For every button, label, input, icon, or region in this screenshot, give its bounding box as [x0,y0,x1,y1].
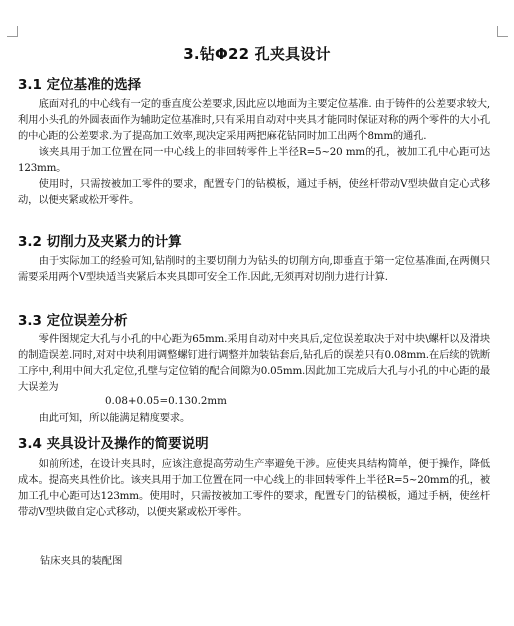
section-3-4-body [18,456,490,520]
section-heading-3-1: 3.1 定位基准的选择 [18,77,142,93]
document-title: 3.钻Φ22 孔夹具设计 [183,45,331,63]
paragraph: 使用时，只需按被加工零件的要求，配置专门的钻模板，通过手柄，使丝杆带动V型块做自定心式移动，以便夹紧或松开零件。 [18,178,490,206]
crop-mark-top-left [7,26,18,37]
paragraph: 底面对孔的中心线有一定的垂直度公差要求,因此应以地面为主要定位基准. 由于铸件的公差要求较大,利用小头孔的外圆表面作为辅助定位基准时,只有采用自动对中夹具才能同时保证对称的两个零件的大小孔的中心距的公差要求.为了提高加工效率,现决定采用两把麻花钻同时加工出两个8mm的通孔. [18,98,490,142]
section-3-3-body [18,331,490,395]
paragraph: 该夹具用于加工位置在同一中心线上的非回转零件上半径R=5~20 mm的孔，被加工孔中心距可达123mm。 [18,146,490,174]
section-heading-3-4: 3.4 夹具设计及操作的简要说明 [18,436,209,452]
paragraph: 由此可知，所以能满足精度要求。 [38,412,191,424]
section-heading-3-2: 3.2 切削力及夹紧力的计算 [18,234,182,250]
error-formula: 0.08+0.05=0.130.2mm [105,395,227,407]
section-3-1-body [18,96,490,208]
crop-mark-top-right [497,26,508,37]
paragraph: 如前所述，在设计夹具时，应该注意提高劳动生产率避免干涉。应使夹具结构简单，便于操作，降低成本。提高夹具性价比。该夹具用于加工位置在同一中心线上的非回转零件上半径R=5~20mm的孔，被加工孔中心距可达123mm。使用时，只需按被加工零件的要求，配置专门的钻模板，通过手柄，使丝杆带动V型块做自定心式移动，以便夹紧或松开零件。 [18,458,490,518]
paragraph: 零件图规定大孔与小孔的中心距为65mm.采用自动对中夹具后,定位误差取决于对中块\螺杆以及滑块的制造误差.同时,对对中块利用调整螺钉进行调整并加装钻套后,钻孔后的误差只有0.08mm.在后续的铣断工序中,利用中间大孔定位,孔壁与定位销的配合间隙为0.05mm.因此加工完成后大孔与小孔的中心距的最大误差为 [18,333,490,393]
section-3-2-body [18,253,490,285]
section-heading-3-3: 3.3 定位误差分析 [18,313,128,329]
paragraph: 由于实际加工的经验可知,钻削时的主要切削力为钻头的切削方向,即垂直于第一定位基准面,在两侧只需要采用两个V型块适当夹紧后本夹具即可安全工作.因此,无须再对切削力进行计算. [18,255,490,283]
section-3-3-conclusion [18,410,490,426]
figure-caption: 钻床夹具的装配图 [40,555,123,567]
